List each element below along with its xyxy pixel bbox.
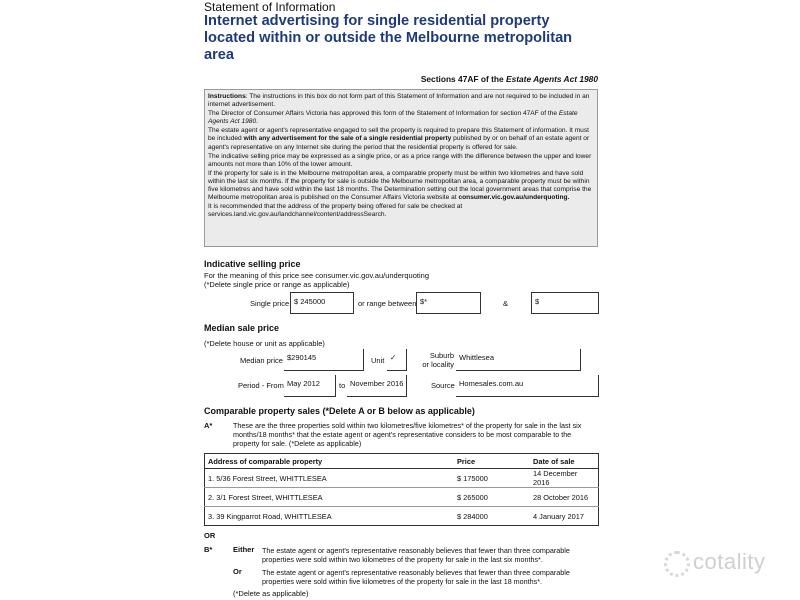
sections-reference xyxy=(330,74,598,84)
range-label: or range between xyxy=(358,299,417,308)
row-address: 2. 3/1 Forest Street, WHITTLESEA xyxy=(205,488,455,507)
instructions-p3-bold: with any advertisement for the sale of a single residential property xyxy=(243,135,452,143)
or2-label: Or xyxy=(233,567,242,576)
period-to-label: to xyxy=(339,381,346,390)
range-high-field[interactable]: $ xyxy=(531,292,599,314)
row-price: $ 284000 xyxy=(454,507,530,526)
doc-type: Statement of Information xyxy=(204,0,336,14)
instructions-p3a: The estate agent or agent's representative engaged to sell the property is required to prepare this Statement of information. It must be included xyxy=(208,127,589,143)
instructions-p2-end: . xyxy=(256,118,258,126)
suburb-label-line2: or locality xyxy=(422,360,454,369)
page-title: Internet advertising for single residential property located within or outside the Melbourne metropolitan area xyxy=(204,13,573,63)
col-date: Date of sale xyxy=(530,454,599,469)
comparable-heading: Comparable property sales (*Delete A or B below as applicable) xyxy=(204,406,475,416)
sections-prefix: Sections 47AF of the xyxy=(420,74,506,84)
or2-text: The estate agent or agent's representative reasonably believes that fewer than three comparable properties were sold within five kilometres of the property for sale in the last 18 months*. xyxy=(262,568,570,587)
row-date: 14 December 2016 xyxy=(530,469,599,488)
table-row xyxy=(205,488,599,507)
median-price-field[interactable]: $290145 xyxy=(284,349,364,371)
row-date: 28 October 2016 xyxy=(530,488,599,507)
suburb-label-line1: Suburb xyxy=(429,351,454,360)
indicative-note-2: (*Delete single price or range as applicable) xyxy=(204,280,350,289)
unit-checkbox[interactable]: ✓ xyxy=(387,349,407,371)
table-row xyxy=(205,469,599,488)
instructions-p5a: If the property for sale is in the Melbourne metropolitan area, a comparable property must be within two kilometres and have sold within the last six months. If the property for sale is outside the Melbourne metropolitan area, a comparable property must be within five kilometres and have sold within the last 18 months. The Determination setting out the local government areas that comprise the Melbourne metropolitan area is published on the Consumer Affairs Victoria website at xyxy=(208,169,592,202)
row-address: 3. 39 Kingparrot Road, WHITTLESEA xyxy=(205,507,455,526)
watermark-logo-icon xyxy=(664,551,690,577)
comparable-table xyxy=(204,453,599,526)
instructions-p2: The Director of Consumer Affairs Victoria has approved this form of the Statement of Information for section 47AF of the xyxy=(208,110,559,118)
source-field[interactable]: Homesales.com.au xyxy=(456,375,599,397)
period-from-label: Period - From xyxy=(238,381,284,390)
option-b-label: B* xyxy=(204,545,213,554)
option-a-label: A* xyxy=(204,421,213,430)
and-label: & xyxy=(503,299,509,308)
period-to-field[interactable]: November 2016 xyxy=(347,375,407,397)
sections-act: Estate Agents Act 1980 xyxy=(505,74,598,84)
instructions-p1: : The instructions in this box do not form part of this Statement of Information and are not required to be included in an internet advertisement. xyxy=(208,93,590,109)
range-low-field[interactable]: $* xyxy=(416,292,481,314)
unit-label: Unit xyxy=(371,356,385,365)
period-from-field[interactable]: May 2012 xyxy=(284,375,336,397)
indicative-heading: Indicative selling price xyxy=(204,259,301,269)
table-header-row xyxy=(205,454,599,469)
suburb-label xyxy=(410,351,454,369)
suburb-field[interactable]: Whittlesea xyxy=(456,349,581,371)
row-address: 1. 5/36 Forest Street, WHITTLESEA xyxy=(205,469,455,488)
col-price: Price xyxy=(454,454,530,469)
single-price-field[interactable]: $ 245000 xyxy=(290,292,354,314)
row-price: $ 175000 xyxy=(454,469,530,488)
either-text: The estate agent or agent's representative reasonably believes that fewer than three comparable properties were sold within two kilometres of the property for sale in the last six months*. xyxy=(262,546,570,565)
row-date: 4 January 2017 xyxy=(530,507,599,526)
instructions-p5-link[interactable]: consumer.vic.gov.au/underquoting. xyxy=(458,194,570,202)
instructions-p4: The indicative selling price may be expressed as a single price, or as a price range with the difference between the upper and lower amounts not more than 10% of the lower amount. xyxy=(208,152,592,168)
median-note: (*Delete house or unit as applicable) xyxy=(204,339,325,348)
single-price-label: Single price xyxy=(250,299,290,308)
watermark-text: cotality xyxy=(693,549,766,574)
row-price: $ 265000 xyxy=(454,488,530,507)
instructions-p3b: published by or on behalf of an estate agent or agent's representative on any Internet site during the period that the residential property is offered for sale. xyxy=(208,135,590,151)
median-heading: Median sale price xyxy=(204,323,280,333)
either-label: Either xyxy=(233,545,255,554)
col-address: Address of comparable property xyxy=(205,454,455,469)
instructions-p6: It is recommended that the address of the property being offered for sale be checked at services.land.vic.gov.au/landchannel/content/addressSearch. xyxy=(208,203,463,219)
delete-note: (*Delete as applicable) xyxy=(233,589,309,598)
instructions-p2-act: Estate Agents Act 1980 xyxy=(208,110,578,126)
instructions-label: Instructions xyxy=(208,93,246,100)
option-a-text: These are the three properties sold within two kilometres/five kilometres* of the property for sale in the last six months/18 months* that the estate agent or agent's representative considers to be most comparable to the property for sale. (*Delete as applicable) xyxy=(233,421,582,449)
source-label: Source xyxy=(431,381,455,390)
table-row xyxy=(205,507,599,526)
indicative-note-1: For the meaning of this price see consumer.vic.gov.au/underquoting xyxy=(204,271,429,280)
median-price-label: Median price xyxy=(240,356,283,365)
instructions-box xyxy=(204,89,598,247)
or-label: OR xyxy=(204,531,216,540)
